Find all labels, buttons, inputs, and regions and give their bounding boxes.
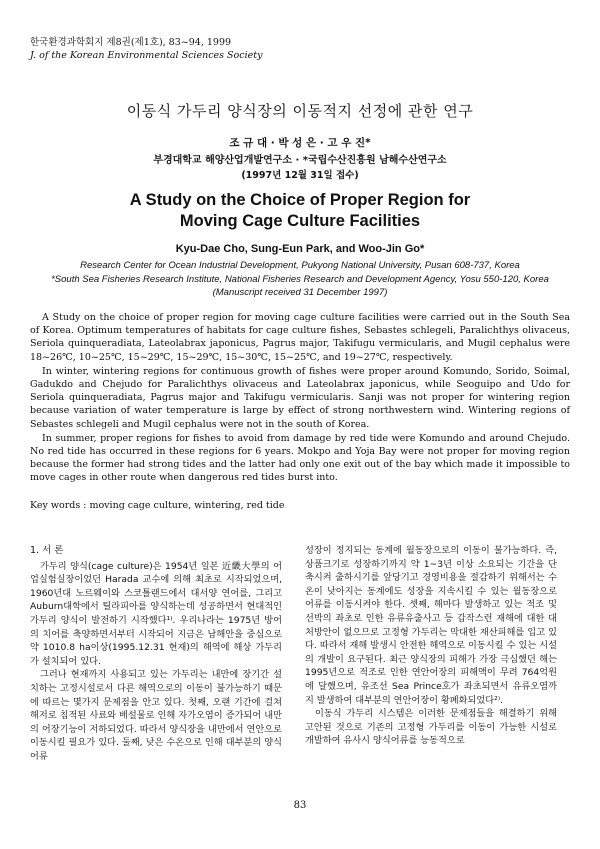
journal-header [30, 36, 262, 62]
affiliation-1: Research Center for Ocean Industrial Development, Pukyong National University, Pusan 608-737, Korea [80, 260, 520, 271]
abstract-paragraph-2: In winter, wintering regions for continuous growth of fishes were proper around Komundo, Sorido, Soimal, Gadukdo and Chejudo for Paralichthys olivaceus and Lateolabrax japonicus, while Seoguipo and Udo for Seriola quinqueradiata, Pagrus major and Takifugu vermicularis. Sanji was not proper for wintering region because variation of water temperature is large by effect of strong northwestern wind. Wintering regions of Sebastes schlegeli and Mugil cephalus were not in the south of Korea. [30, 365, 570, 430]
english-title-line-2: Moving Cage Culture Facilities [179, 212, 421, 230]
korean-received-date: (1997년 12월 31일 접수) [241, 170, 359, 181]
keywords: Key words : moving cage culture, wintering, red tide [30, 500, 285, 511]
abstract-paragraph-3: In summer, proper regions for fishes to avoid from damage by red tide were Komundo and around Chejudo. No red tide has occurred in these regions for 6 years. Mokpo and Yoja Bay were not proper for moving region because the former had strong tides and the latter had only one exit out of the bay which made it impossible to move cages in other route when dangerous red tides burst into. [30, 432, 570, 484]
abstract-paragraph-1: A Study on the choice of proper region for moving cage culture facilities were carried out in the South Sea of Korea. Optimum temperatures of habitats for cage culture fishes, Sebastes schlegeli, Paralichthys olivaceus, Seriola quinqueradiata, Lateolabrax japonicus, Pagrus major, Takifugu vermicularis, and Mugil cephalus were 18~26℃, 10~25℃, 15~29℃, 15~29℃, 15~30℃, 15~25℃, and 19~27℃, respectively. [30, 312, 570, 363]
manuscript-received: (Manuscript received 31 December 1997) [212, 287, 388, 298]
korean-authors: 조 규 대 · 박 성 은 · 고 우 진* [229, 137, 371, 149]
abstract [30, 311, 570, 486]
journal-citation-kr: 한국환경과학회지 제8권(제1호), 83~94, 1999 [30, 37, 232, 48]
body-right-column [305, 544, 557, 748]
english-authors: Kyu-Dae Cho, Sung-Eun Park, and Woo-Jin Go* [175, 243, 425, 255]
body-paragraph-3: 성장이 정지되는 동계에 월동장으로의 이동이 불가능하다. 즉, 상품크기로 성장하기까지 약 1~3년 이상 소요되는 기간을 단축시켜 출하시기를 앞당기고 경영비용을 절감하기 위해서는 수온이 낮아지는 동계에도 성장을 지속시킬 수 있는 월동장으로 어류를 이동시켜야 한다. 셋째, 해마다 발생하고 있는 적조 및 선박의 좌초로 인한 유류유출사고 등 갑작스런 재해에 대한 대처방안이 없으므로 고정형 가두리는 막대한 재산피해를 입고 있다. 따라서 재해 발생시 안전한 해역으로 이동시킬 수 있는 시설의 개발이 요구된다. 최근 양식장의 피해가 가장 극심했던 해는 1995년으로 적조로 인한 연안어장의 피해액이 무려 764억원에 달했으며, 유조선 Sea Prince호가 좌초되면서 유류오염까지 발생하여 대부분의 연안어장이 황폐화되었다²⁾. [305, 545, 557, 706]
section-heading-introduction: 1. 서 론 [30, 545, 64, 556]
korean-title: 이동식 가두리 양식장의 이동적지 선정에 관한 연구 [126, 102, 474, 120]
page-number: 83 [293, 800, 307, 811]
body-paragraph-2: 그러나 현재까지 사용되고 있는 가두리는 내만에 장기간 설치하는 고정시설로서 다른 해역으로의 이동이 불가능하기 때문에 따르는 몇가지 문제점을 안고 있다. 첫째, 오랜 기간에 걸쳐 해저로 침적된 사료와 배설물로 인해 자가오염이 증가되어 내만의 어장기능이 저하되었다. 따라서 양식장을 내만에서 연안으로 이동시킬 필요가 있다. 둘째, 낮은 수온으로 인해 대부분의 양식어류 [30, 669, 282, 762]
body-paragraph-1: 가두리 양식(cage culture)은 1954년 일본 近畿大學의 어업실험실장이었던 Harada 교수에 의해 최초로 시작되었으며, 1960년대 노르웨이와 스코틀랜드에서 대서양 연어를, 그리고 Auburn대학에서 틸라피아를 양식하는데 성공하면서 현대적인 가두리 양식이 발전하기 시작했다¹⁾. 우리나라는 1975년 방어의 치어를 축양하면서부터 시작되어 지금은 남해안을 중심으로 약 1010.8 ha이상(1995.12.31 현재)의 해역에 해상 가두리가 설치되어 있다. [30, 560, 282, 667]
english-affiliations [0, 259, 600, 300]
journal-name-en: J. of the Korean Environmental Sciences Society [30, 50, 263, 61]
english-title [0, 190, 600, 232]
affiliation-2: *South Sea Fisheries Research Institute, National Fisheries Research and Development Agency, Yosu 550-120, Korea [51, 273, 549, 285]
body-left-column [30, 544, 282, 764]
body-paragraph-4: 이동식 가두리 시스템은 이러한 문제점들을 해결하기 위해 고안된 것으로 기존의 고정형 가두리를 이동이 가능한 시설로 개발하여 유사시 양식어류를 능동적으로 [305, 708, 557, 747]
korean-affiliation: 부경대학교 해양산업개발연구소 · *국립수산진흥원 남해수산연구소 [153, 155, 447, 166]
english-title-line-1: A Study on the Choice of Proper Region for [129, 191, 471, 209]
